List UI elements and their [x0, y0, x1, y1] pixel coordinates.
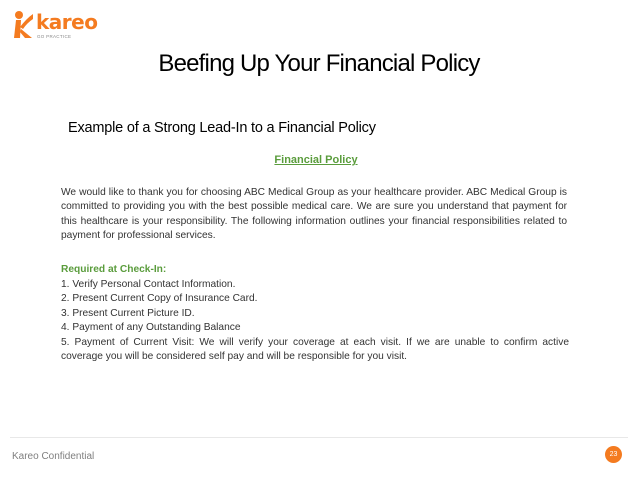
footer-confidential: Kareo Confidential [12, 451, 95, 462]
slide-subtitle: Example of a Strong Lead-In to a Financial Policy [68, 120, 376, 136]
list-item: 2. Present Current Copy of Insurance Card. [61, 293, 258, 305]
logo-brand-text: kareo [36, 10, 98, 34]
document-paragraph: We would like to thank you for choosing ABC Medical Group as your healthcare provider. ABC Medical Group is committed to providing you with the best possible medical care. We are sure you understand that payment for this healthcare is your responsibility. The following information outlines your financial responsibilities related to payment for professional services. [61, 187, 567, 242]
slide-title: Beefing Up Your Financial Policy [158, 50, 480, 77]
document-subheading: Required at Check-In: [61, 264, 167, 275]
list-item: 1. Verify Personal Contact Information. [61, 279, 236, 290]
list-item: 5. Payment of Current Visit: We will verify your coverage at each visit. If we are unable to confirm active coverage you will be considered self pay and will be responsible for you visit. [61, 336, 569, 363]
logo-tagline: GO PRACTICE [37, 34, 72, 39]
checkin-list [61, 278, 569, 364]
kareo-logo [11, 10, 101, 46]
page-number-badge: 23 [605, 446, 622, 463]
footer-divider [10, 437, 628, 438]
list-item: 3. Present Current Picture ID. [61, 307, 195, 319]
document-heading: Financial Policy [274, 154, 358, 166]
financial-policy-document [57, 148, 575, 362]
kareo-figure-icon [11, 10, 35, 40]
list-item: 4. Payment of any Outstanding Balance [61, 322, 241, 334]
